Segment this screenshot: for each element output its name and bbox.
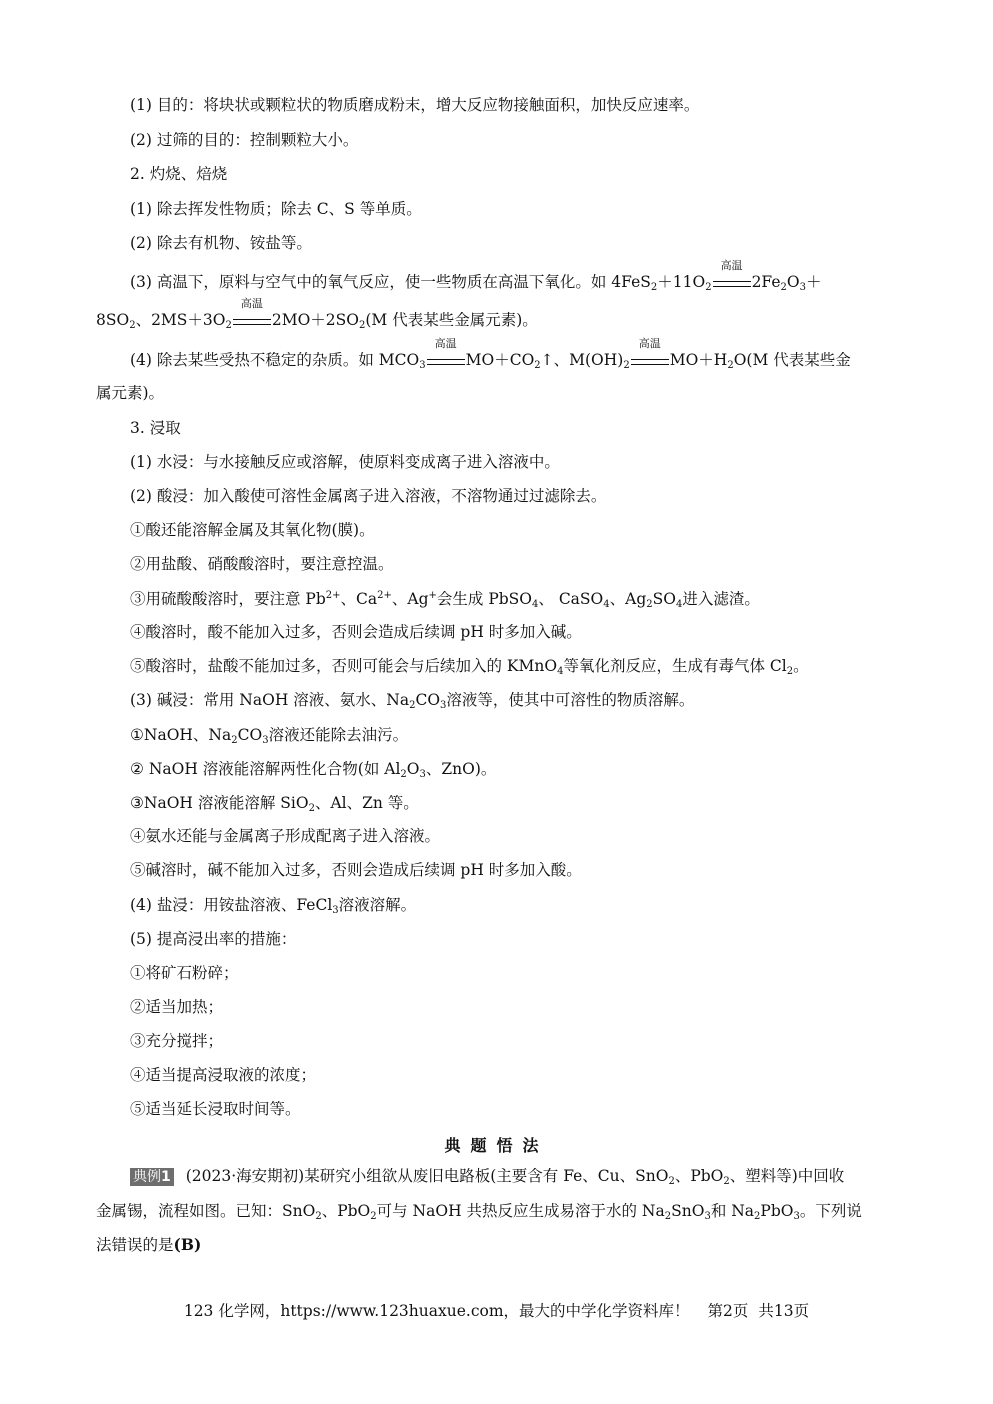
para-sieving-purpose: (2) 过筛的目的：控制颗粒大小。 [130,131,359,149]
alkali-note-5: ⑤碱溶时，碱不能加入过多，否则会造成后续调 pH 时多加入酸。 [130,861,582,879]
para-roasting-1: (1) 除去挥发性物质；除去 C、S 等单质。 [130,200,422,218]
para-roasting-4-cont: 属元素)。 [96,384,165,402]
page-footer [0,1299,993,1321]
para-water-leaching: (1) 水浸：与水接触反应或溶解，使原料变成离子进入溶液中。 [130,453,560,471]
reaction-condition: 高温 [713,273,751,287]
para-leach-rate: (5) 提高浸出率的措施： [130,930,297,948]
para-alkali-leaching: (3) 碱浸：常用 NaOH 溶液、氨水、$Na_2CO_3$溶液等，使其中可溶性的物质溶解。 [130,691,695,711]
example-badge: 典例1 [130,1168,174,1186]
para-roasting-3: (3) 高温下，原料与空气中的氧气反应，使一些物质在高温下氧化。如 $4FeS_2+11O_2$ 高温 $2Fe_2O_3+$ [130,259,822,293]
reaction-condition: 高温 [631,351,669,365]
alkali-note-2: ② NaOH 溶液能溶解两性化合物(如 $Al_2O_3$、ZnO)。 [130,760,497,780]
footer-page: 第2页 [707,1302,749,1320]
leach-measure-2: ②适当加热； [130,998,224,1016]
leach-measure-4: ④适当提高浸取液的浓度； [130,1066,317,1084]
acid-note-1: ①酸还能溶解金属及其氧化物(膜)。 [130,521,375,539]
acid-note-5: ⑤酸溶时，盐酸不能加过多，否则可能会与后续加入的 KMnO$_4$等氧化剂反应，生成有毒气体 $Cl_2$。 [130,657,809,677]
acid-note-4: ④酸溶时，酸不能加入过多，否则会造成后续调 pH 时多加入碱。 [130,623,582,641]
acid-note-3: ③用硫酸酸溶时，要注意 $Pb^{2+}$、$Ca^{2+}$、Ag+会生成 PbSO$_4$、 CaSO$_4$、$Ag_2SO_4$进入滤渣。 [130,590,760,610]
alkali-note-4: ④氨水还能与金属离子形成配离子进入溶液。 [130,827,441,845]
para-salt-leaching: (4) 盐浸：用铵盐溶液、FeCl$_3$溶液溶解。 [130,896,417,916]
leach-measure-3: ③充分搅拌； [130,1032,224,1050]
alkali-note-3: ③NaOH 溶液能溶解 SiO$_2$、Al、Zn 等。 [130,794,419,814]
leach-measure-5: ⑤适当延长浸取时间等。 [130,1100,301,1118]
para-roasting-4: (4) 除去某些受热不稳定的杂质。如 $MCO_3$ 高温 $MO+CO_2↑$、$M(OH)_2$ 高温 $MO+H_2O(M$ 代表某些金 [130,337,851,371]
reaction-condition: 高温 [233,311,271,325]
reaction-condition: 高温 [427,351,465,365]
acid-note-2: ②用盐酸、硝酸酸溶时，要注意控温。 [130,555,394,573]
heading-leaching: 3. 浸取 [130,419,181,437]
para-roasting-2: (2) 除去有机物、铵盐等。 [130,234,312,252]
alkali-note-1: ①NaOH、$Na_2CO_3$溶液还能除去油污。 [130,726,409,746]
heading-roasting: 2. 灼烧、焙烧 [130,165,228,183]
section-title: 典题悟法 [444,1136,549,1155]
para-roasting-3-cont: $8SO_2$、$2MS+3O_2$ 高温 $2MO+2SO_2(M$ 代表某些金属元素)。 [96,297,538,331]
example-line-3: 法错误的是(B) [96,1235,202,1254]
answer: (B) [173,1235,202,1254]
para-acid-leaching: (2) 酸浸：加入酸使可溶性金属离子进入溶液，不溶物通过过滤除去。 [130,487,607,505]
leach-measure-1: ①将矿石粉碎； [130,964,239,982]
para-grinding-purpose: (1) 目的：将块状或颗粒状的物质磨成粉末，增大反应物接触面积，加快反应速率。 [130,96,700,114]
footer-total: 共13页 [758,1302,810,1320]
example-line-1: 典例1 (2023·海安期初)某研究小组欲从废旧电路板(主要含有 Fe、Cu、SnO$_2$、PbO$_2$、塑料等)中回收 [130,1166,899,1186]
footer-site: 123 化学网，https://www.123huaxue.com，最大的中学化学资料库！ [183,1302,690,1320]
example-line-2: 金属锡，流程如图。已知：SnO$_2$、PbO$_2$可与 NaOH 共热反应生成易溶于水的 $Na_2SnO_3$和 $Na_2PbO_3$。下列说 [96,1202,862,1222]
